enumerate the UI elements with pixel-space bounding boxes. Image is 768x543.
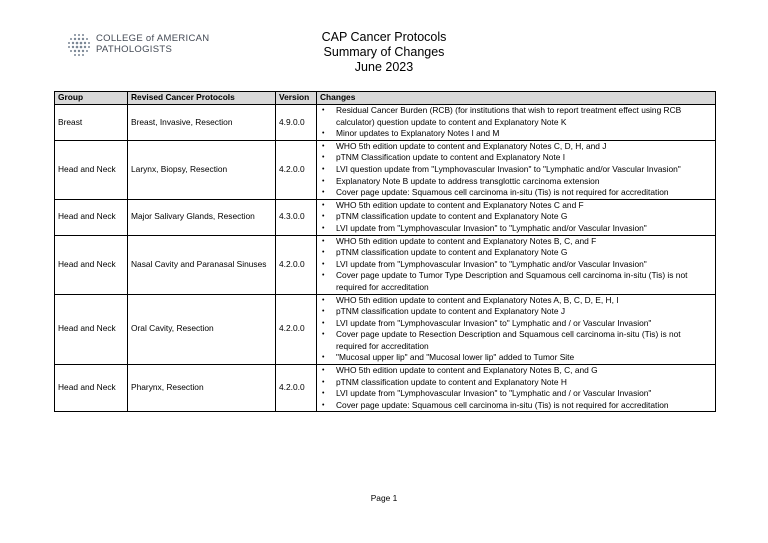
changes-list bbox=[317, 365, 715, 411]
changes-cell bbox=[317, 235, 716, 294]
protocol-cell: Breast, Invasive, Resection bbox=[128, 105, 276, 141]
version-cell: 4.2.0.0 bbox=[276, 294, 317, 365]
changes-list bbox=[317, 200, 715, 235]
table-row bbox=[55, 105, 716, 141]
changes-list bbox=[317, 236, 715, 294]
document-header bbox=[0, 30, 768, 75]
change-item: • WHO 5th edition update to content and Explanatory Notes C, D, H, and J bbox=[317, 141, 715, 153]
summary-of-changes-table bbox=[54, 91, 716, 412]
change-item: • WHO 5th edition update to content and Explanatory Notes C and F bbox=[317, 200, 715, 212]
change-item: • LVI question update from "Lymphovascular Invasion" to "Lymphatic and/or Vascular Invasion" bbox=[317, 164, 715, 176]
document-title: CAP Cancer Protocols bbox=[321, 30, 447, 44]
group-cell: Head and Neck bbox=[55, 365, 128, 412]
change-item: • "Mucosal upper lip" and "Mucosal lower lip" added to Tumor Site bbox=[317, 352, 715, 364]
group-cell: Breast bbox=[55, 105, 128, 141]
changes-cell bbox=[317, 365, 716, 412]
page-number: Page 1 bbox=[370, 493, 398, 503]
change-item: • pTNM Classification update to content and Explanatory Note I bbox=[317, 152, 715, 164]
column-header-group: Group bbox=[55, 92, 128, 105]
column-header-protocol: Revised Cancer Protocols bbox=[128, 92, 276, 105]
change-item: • Cover page update to Resection Description and Squamous cell carcinoma in-situ (Tis) is not required for accreditation bbox=[317, 329, 715, 352]
column-header-changes: Changes bbox=[317, 92, 716, 105]
change-item: • WHO 5th edition update to content and Explanatory Notes B, C, and F bbox=[317, 236, 715, 248]
changes-list bbox=[317, 141, 715, 199]
logo-line-2: PATHOLOGISTS bbox=[96, 44, 173, 55]
document-date: June 2023 bbox=[354, 60, 414, 74]
change-item: • Cover page update: Squamous cell carcinoma in-situ (Tis) is not required for accreditation bbox=[317, 400, 715, 412]
group-cell: Head and Neck bbox=[55, 199, 128, 235]
changes-cell bbox=[317, 105, 716, 141]
changes-cell bbox=[317, 294, 716, 365]
change-item: • pTNM classification update to content and Explanatory Note J bbox=[317, 306, 715, 318]
logo-line-1: COLLEGE of AMERICAN bbox=[96, 33, 210, 44]
group-cell: Head and Neck bbox=[55, 235, 128, 294]
change-item: • LVI update from "Lymphovascular Invasion" to "Lymphatic and/or Vascular Invasion" bbox=[317, 259, 715, 271]
change-item: • LVI update from "Lymphovascular Invasion" to" Lymphatic and / or Vascular Invasion" bbox=[317, 318, 715, 330]
change-item: • LVI update from "Lymphovascular Invasion" to "Lymphatic and/or Vascular Invasion" bbox=[317, 223, 715, 235]
version-cell: 4.2.0.0 bbox=[276, 235, 317, 294]
version-cell: 4.9.0.0 bbox=[276, 105, 317, 141]
change-item: • WHO 5th edition update to content and Explanatory Notes A, B, C, D, E, H, I bbox=[317, 295, 715, 307]
document-subtitle: Summary of Changes bbox=[323, 45, 445, 59]
change-item: • WHO 5th edition update to content and Explanatory Notes B, C, and G bbox=[317, 365, 715, 377]
change-item: • Cover page update to Tumor Type Description and Squamous cell carcinoma in-situ (Tis) is not required for accreditation bbox=[317, 270, 715, 293]
protocol-cell: Larynx, Biopsy, Resection bbox=[128, 140, 276, 199]
table-row bbox=[55, 365, 716, 412]
change-item: • pTNM classification update to content and Explanatory Note G bbox=[317, 247, 715, 259]
table-row bbox=[55, 199, 716, 235]
table-row bbox=[55, 235, 716, 294]
change-item: • Residual Cancer Burden (RCB) (for institutions that wish to report treatment effect using RCB calculator) question update to content and Explanatory Note K bbox=[317, 105, 715, 128]
table-header-row bbox=[55, 92, 716, 105]
protocol-cell: Oral Cavity, Resection bbox=[128, 294, 276, 365]
changes-cell bbox=[317, 199, 716, 235]
table-row bbox=[55, 140, 716, 199]
change-item: • Minor updates to Explanatory Notes I and M bbox=[317, 128, 715, 140]
version-cell: 4.2.0.0 bbox=[276, 365, 317, 412]
changes-cell bbox=[317, 140, 716, 199]
change-item: • Explanatory Note B update to address transglottic carcinoma extension bbox=[317, 176, 715, 188]
changes-list bbox=[317, 105, 715, 140]
group-cell: Head and Neck bbox=[55, 140, 128, 199]
change-item: • Cover page update: Squamous cell carcinoma in-situ (Tis) is not required for accreditation bbox=[317, 187, 715, 199]
column-header-version: Version bbox=[276, 92, 317, 105]
version-cell: 4.3.0.0 bbox=[276, 199, 317, 235]
change-item: • LVI update from "Lymphovascular Invasion" to "Lymphatic and / or Vascular Invasion" bbox=[317, 388, 715, 400]
protocol-cell: Nasal Cavity and Paranasal Sinuses bbox=[128, 235, 276, 294]
protocol-cell: Major Salivary Glands, Resection bbox=[128, 199, 276, 235]
version-cell: 4.2.0.0 bbox=[276, 140, 317, 199]
group-cell: Head and Neck bbox=[55, 294, 128, 365]
table-row bbox=[55, 294, 716, 365]
changes-list bbox=[317, 295, 715, 365]
change-item: • pTNM classification update to content and Explanatory Note H bbox=[317, 377, 715, 389]
change-item: • pTNM classification update to content and Explanatory Note G bbox=[317, 211, 715, 223]
protocol-cell: Pharynx, Resection bbox=[128, 365, 276, 412]
